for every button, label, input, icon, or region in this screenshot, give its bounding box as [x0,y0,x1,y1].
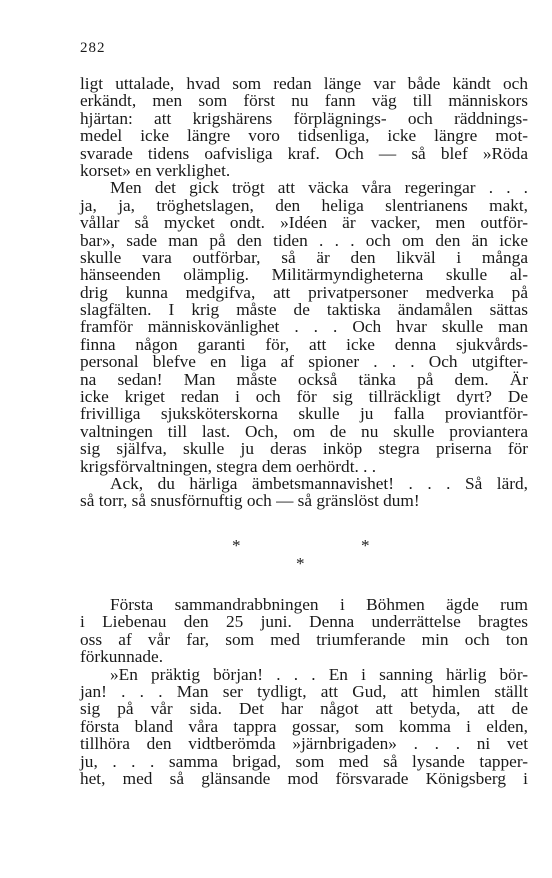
text-line: tillhöra den vidtberömda »järnbrigaden» . . . ni vet [80,734,528,754]
text-line: erkändt, men som först nu fann väg till människors [80,91,528,111]
separator-star: * [296,554,305,573]
text-line: svarade tidens oafvisliga kraf. Och — så blef »Röda [80,143,528,163]
text-line: personal blefve en liga af spioner . . . Och utgifter- [80,352,528,372]
text-line: medel icke längre voro tidsenliga, icke längre mot- [80,126,528,146]
text-line: slagfälten. I krig måste de taktiska ändamålen sättas [80,300,528,320]
separator-star: * [232,536,241,555]
text-line: vållar så mycket ondt. »Idéen är vacker, men outför- [80,213,528,233]
text-line: »En präktig början! . . . En i sanning härlig bör- [110,664,528,684]
text-line: Ack, du härliga ämbetsmannavishet! . . . Så lärd, [110,473,528,493]
text-line: oss af vår far, som med triumferande min och ton [80,629,528,649]
text-line: Men det gick trögt att väcka våra regeringar . . . [110,178,528,198]
text-line: frivilliga sjuksköterskorna skulle ju falla proviantför- [80,404,528,424]
separator-star: * [361,536,370,555]
text-line: hänseenden olämplig. Militärmyndigheterna skulle al- [80,265,528,285]
text-line: sig själfva, skulle ju deras inköp stegra priserna för [80,439,528,459]
text-line: skulle vara outförbar, så är den likväl i många [80,247,528,267]
text-line: framför människovänlighet . . . Och hvar skulle man [80,317,528,337]
text-line: bar», sade man på den tiden . . . och om den än icke [80,230,528,250]
text-line: na sedan! Man måste också tänka på dem. Är [80,369,528,389]
text-line: krigsförvaltningen, stegra dem oerhördt. . . [80,456,377,476]
text-line: valtningen till last. Och, om de nu skulle proviantera [80,421,528,441]
text-line: icke kriget redan i och för sig tillräckligt dyrt? De [80,387,528,407]
text-line: jan! . . . Man ser tydligt, att Gud, att himlen ställt [80,681,528,701]
text-line: ja, ja, tröghetslagen, den heliga slentrianens makt, [80,195,528,215]
text-line: sig på vår sida. Det har något att betyda, att de [80,699,528,719]
text-line: förkunnade. [80,647,164,667]
text-line: så torr, så snusförnuftig och — så gränslöst dum! [80,491,420,511]
text-line: i Liebenau den 25 juni. Denna underrättelse bragtes [80,612,528,632]
text-line: Första sammandrabbningen i Böhmen ägde rum [110,595,528,614]
text-line: het, med så glänsande mod försvarade Königsberg i [80,768,528,788]
text-line: ligt uttalade, hvad som redan länge var både kändt och [80,74,528,93]
text-line: drig kunna medgifva, att privatpersoner medverka på [80,282,528,302]
text-line: hjärtan: att krigshärens förplägnings- och räddnings- [80,108,528,128]
paragraph-block-2 [80,596,528,787]
text-line: första bland våra tappra gossar, som komma i elden, [80,716,528,736]
page-number: 282 [80,40,106,56]
text-line: ju, . . . samma brigad, som med så lysande tapper- [80,751,528,771]
text-line: korset» en verklighet. [80,160,231,180]
paragraph-block-1 [80,75,528,510]
text-line: finna någon garanti för, att icke denna sjukvårds- [80,334,528,354]
